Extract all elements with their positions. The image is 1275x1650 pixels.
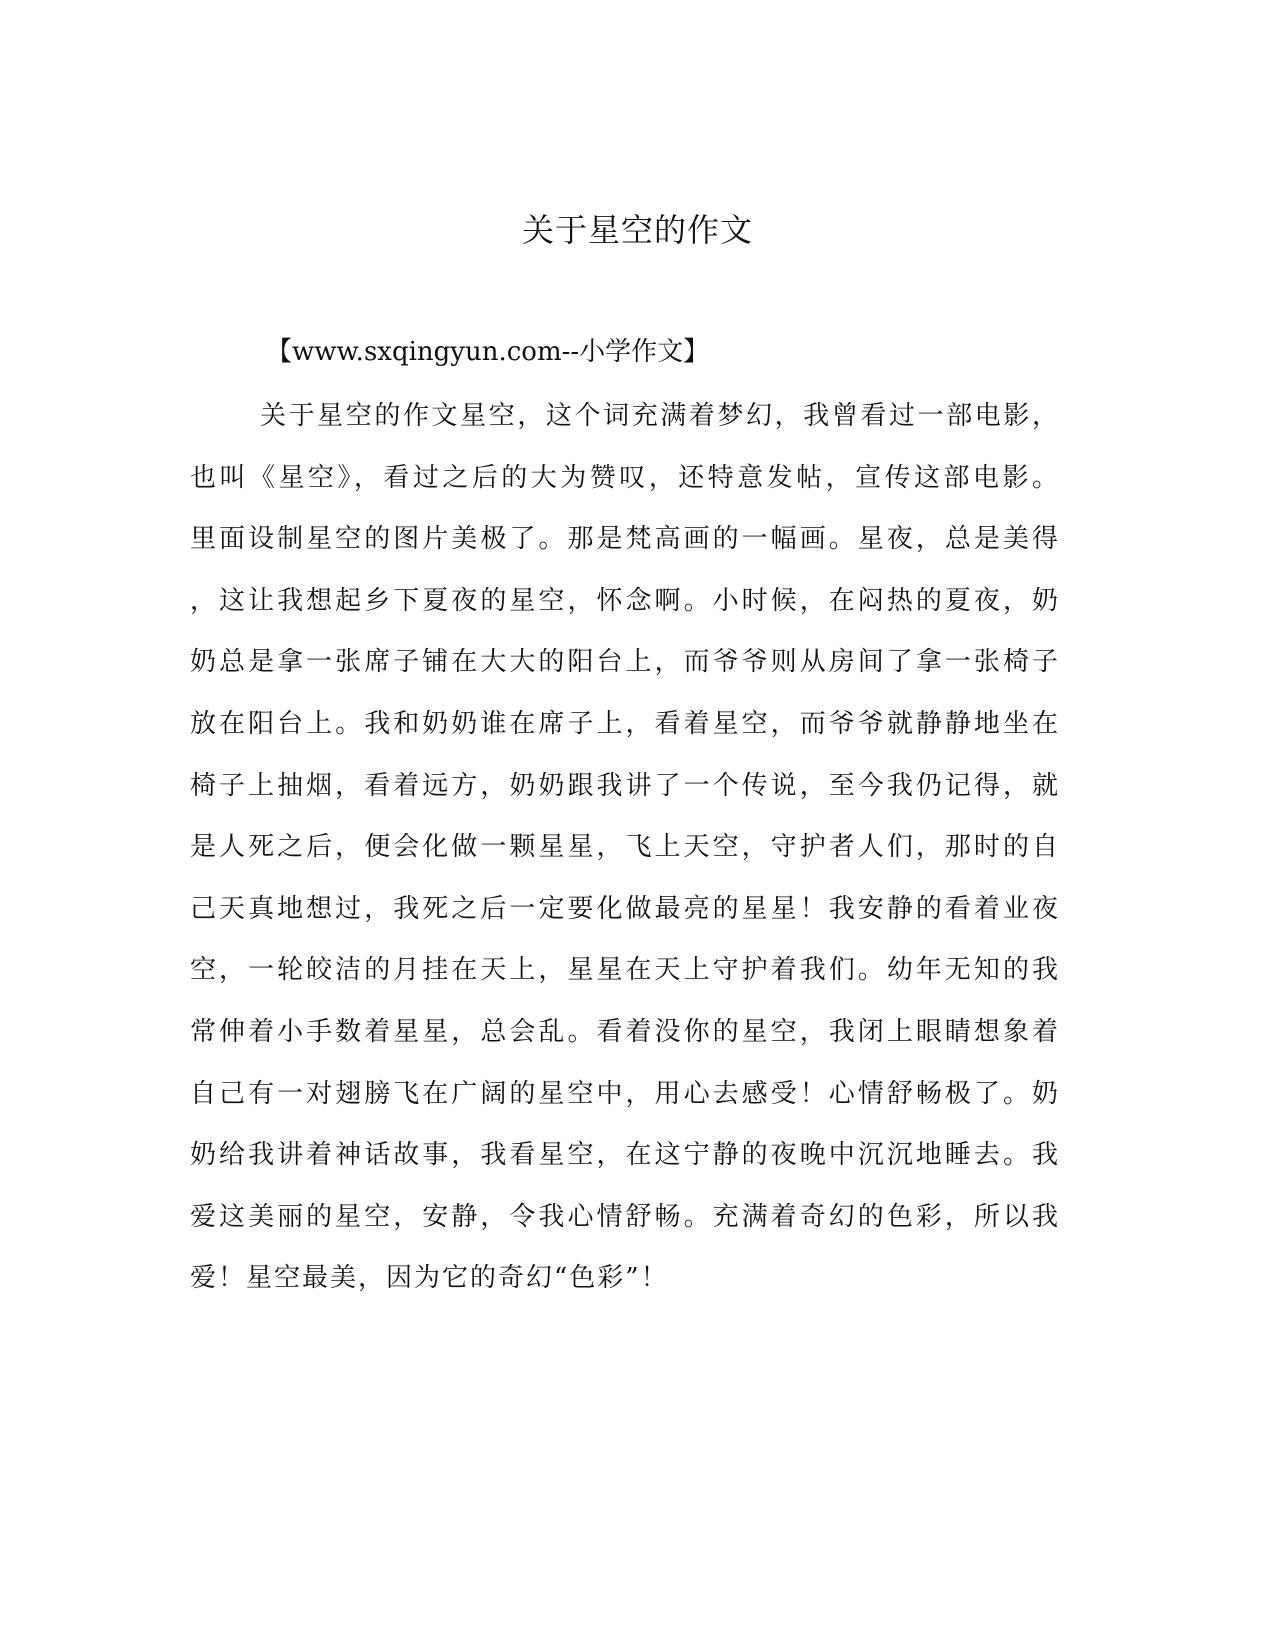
essay-line: 爱！星空最美，因为它的奇幻“色彩”！ (190, 1263, 669, 1294)
essay-body (190, 398, 1060, 1322)
document-title: 关于星空的作文 (521, 211, 753, 249)
essay-line: 奶总是拿一张席子铺在大大的阳台上，而爷爷则从房间了拿一张椅子 (190, 647, 1060, 678)
essay-line: 椅子上抽烟，看着远方，奶奶跟我讲了一个传说，至今我仍记得，就 (190, 770, 1060, 801)
essay-line: 里面设制星空的图片美极了。那是梵高画的一幅画。星夜，总是美得 (190, 524, 1060, 555)
essay-line: 也叫《星空》，看过之后的大为赞叹，还特意发帖，宣传这部电影。 (190, 462, 1060, 493)
essay-line: 奶给我讲着神话故事，我看星空，在这宁静的夜晚中沉沉地睡去。我 (190, 1140, 1060, 1171)
essay-line: 放在阳台上。我和奶奶谁在席子上，看着星空，而爷爷就静静地坐在 (190, 708, 1060, 739)
essay-line: 常伸着小手数着星星，总会乱。看着没你的星空，我闭上眼睛想象着 (190, 1016, 1060, 1047)
essay-line: ，这让我想起乡下夏夜的星空，怀念啊。小时候，在闷热的夏夜，奶 (190, 585, 1060, 616)
source-line: 【www.sxqingyun.com--小学作文】 (266, 337, 710, 367)
essay-line: 关于星空的作文星空，这个词充满着梦幻，我曾看过一部电影， (260, 401, 1060, 431)
essay-line: 自己有一对翅膀飞在广阔的星空中，用心去感受！心情舒畅极了。奶 (190, 1078, 1060, 1109)
essay-line: 己天真地想过，我死之后一定要化做最亮的星星！我安静的看着业夜 (190, 893, 1060, 924)
essay-line: 空，一轮皎洁的月挂在天上，星星在天上守护着我们。幼年无知的我 (190, 955, 1060, 986)
essay-line: 爱这美丽的星空，安静，令我心情舒畅。充满着奇幻的色彩，所以我 (190, 1201, 1060, 1232)
essay-line: 是人死之后，便会化做一颗星星，飞上天空，守护者人们，那时的自 (190, 832, 1060, 863)
